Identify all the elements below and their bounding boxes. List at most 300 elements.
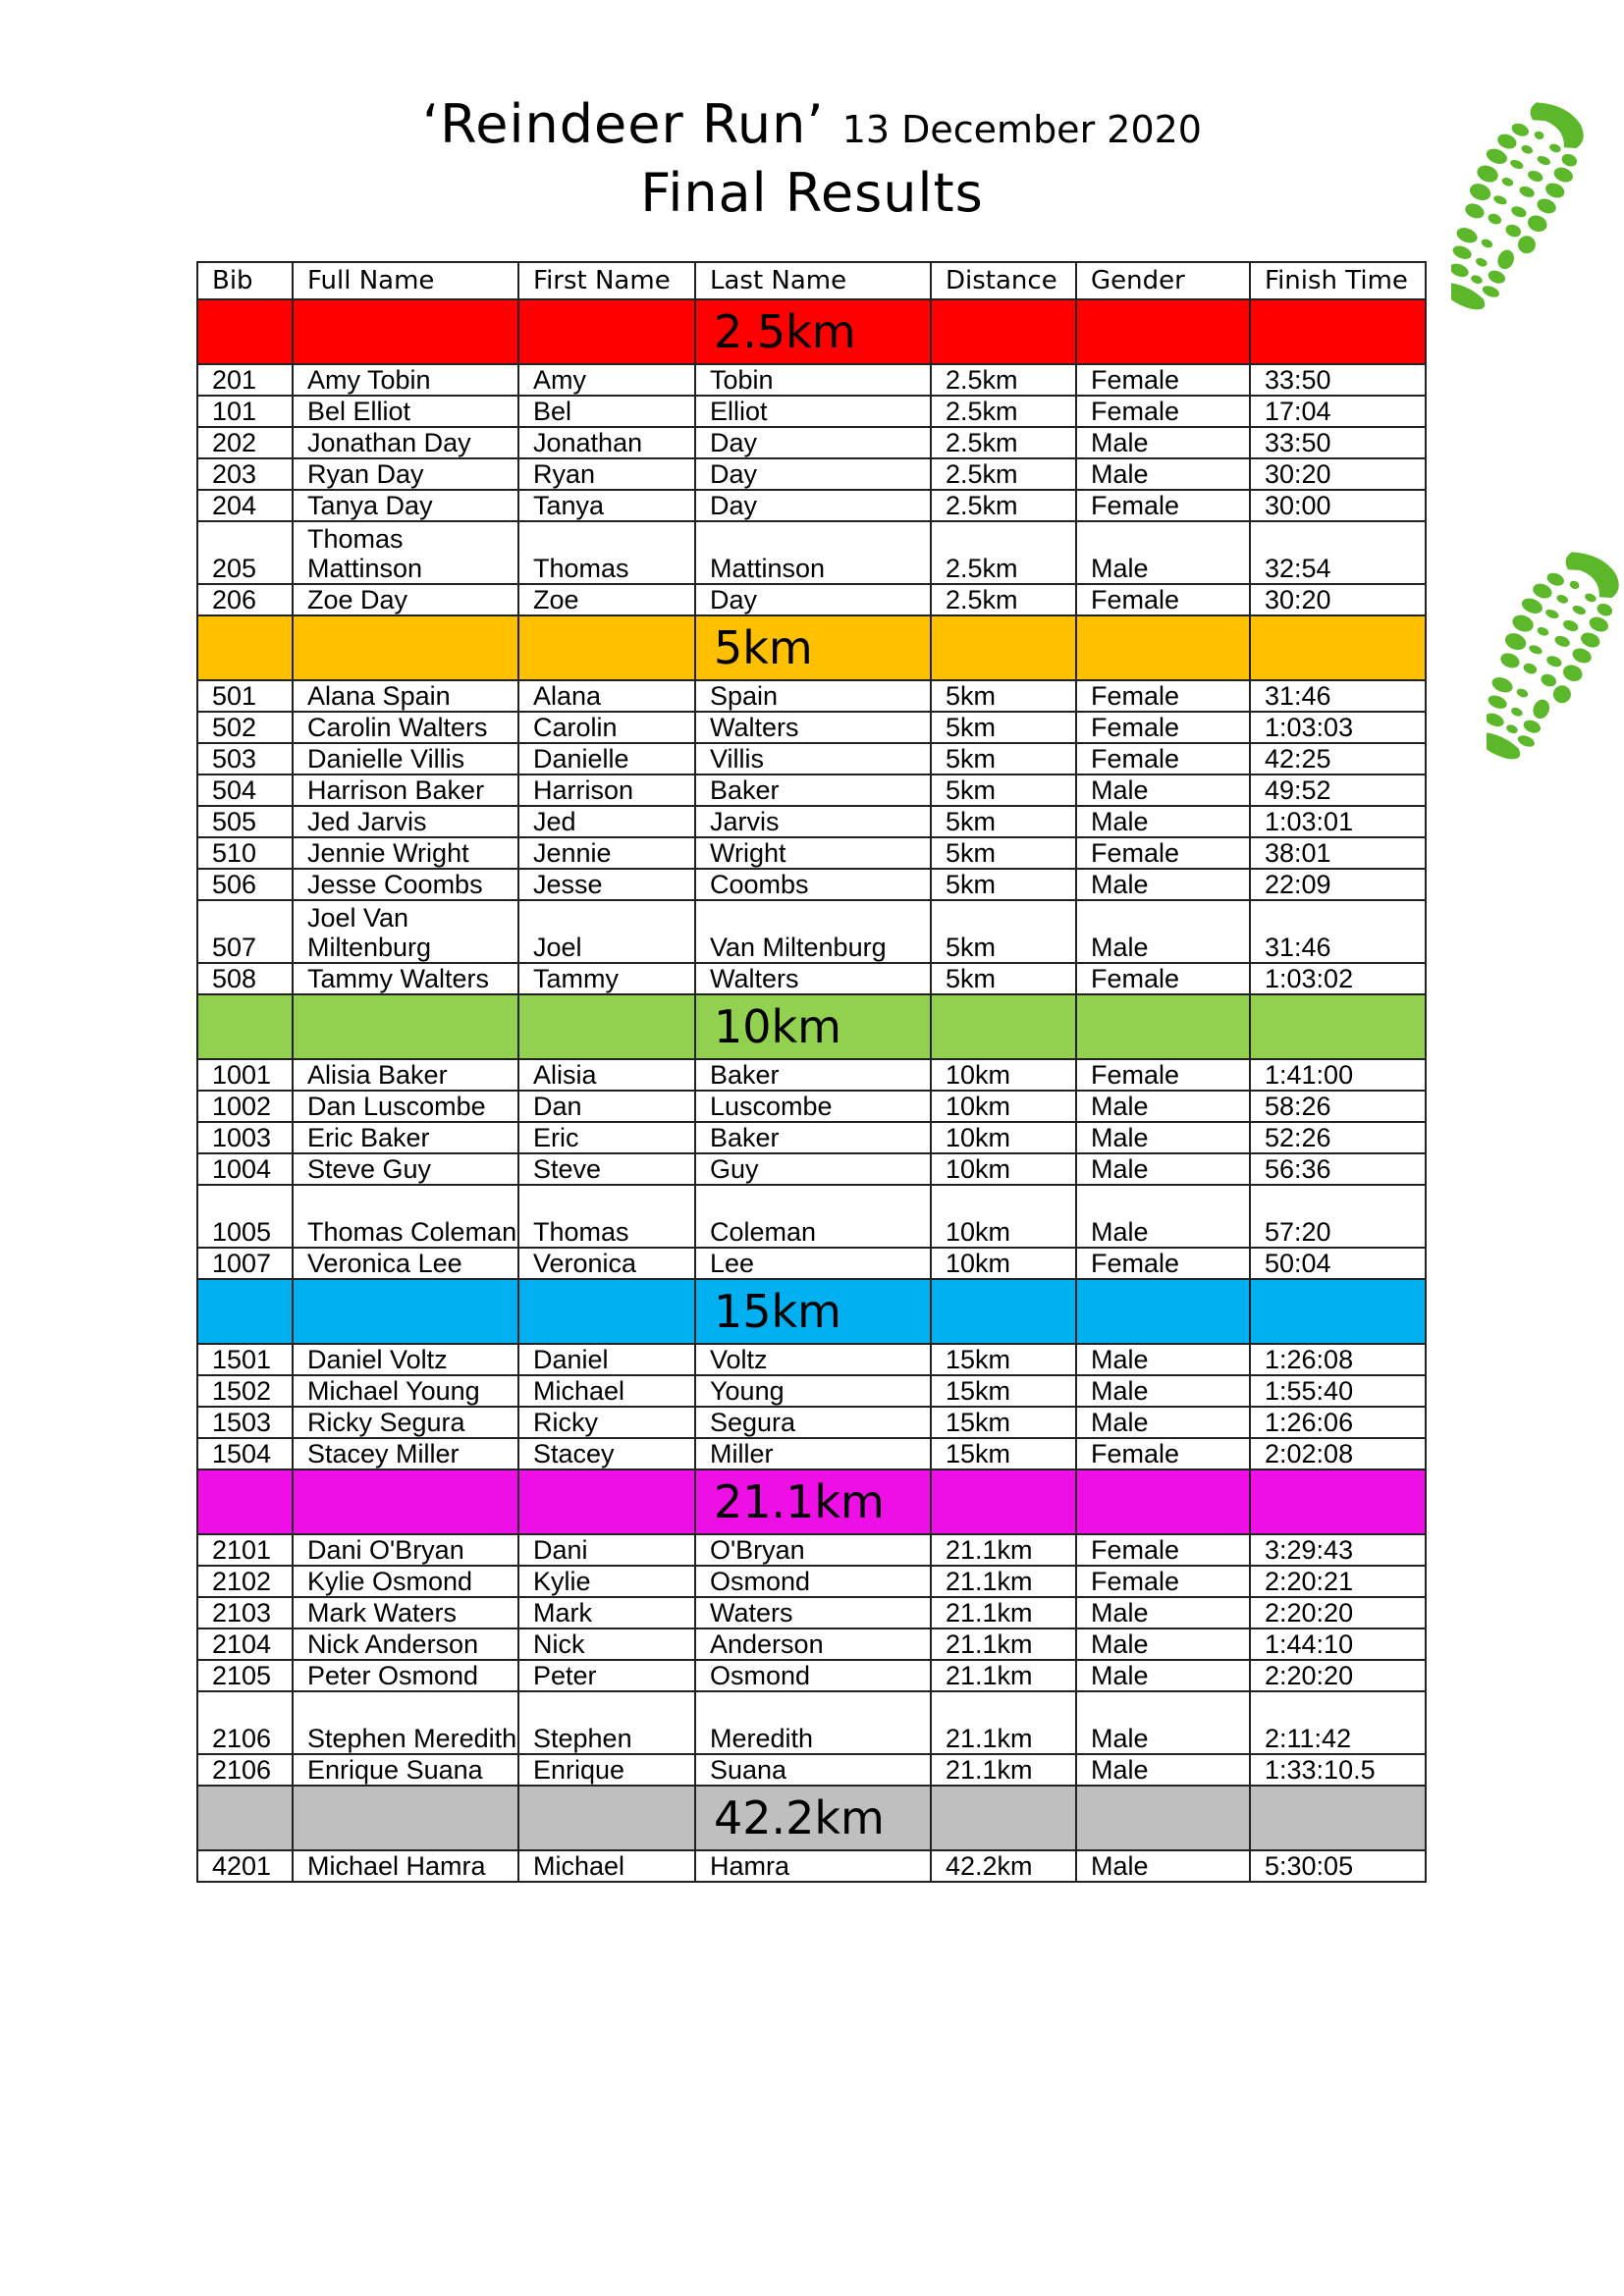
table-row — [197, 837, 1426, 869]
cell-first-name: Thomas — [518, 1185, 695, 1248]
cell-distance: 5km — [931, 743, 1076, 774]
cell-last-name: Elliot — [695, 396, 931, 427]
cell-bib: 4201 — [197, 1850, 293, 1882]
cell-bib: 206 — [197, 584, 293, 615]
cell-first-name: Veronica — [518, 1248, 695, 1279]
cell-finish-time: 1:03:01 — [1250, 806, 1426, 837]
table-row — [197, 1754, 1426, 1786]
cell-distance: 10km — [931, 1059, 1076, 1091]
cell-distance: 42.2km — [931, 1850, 1076, 1882]
section-header-row — [197, 299, 1426, 364]
cell-distance: 2.5km — [931, 584, 1076, 615]
cell-finish-time: 1:26:06 — [1250, 1407, 1426, 1438]
cell-gender: Female — [1076, 584, 1250, 615]
table-row — [197, 712, 1426, 743]
cell-bib: 203 — [197, 458, 293, 490]
cell-finish-time: 31:46 — [1250, 900, 1426, 963]
cell-last-name: Walters — [695, 712, 931, 743]
cell-first-name: Stephen — [518, 1691, 695, 1754]
cell-bib: 2106 — [197, 1691, 293, 1754]
cell-distance: 5km — [931, 869, 1076, 900]
section-cell — [931, 299, 1076, 364]
cell-distance: 5km — [931, 900, 1076, 963]
cell-gender: Female — [1076, 1566, 1250, 1597]
cell-finish-time: 1:26:08 — [1250, 1344, 1426, 1375]
cell-full-name: Michael Young — [293, 1375, 518, 1407]
cell-first-name: Jonathan — [518, 427, 695, 458]
cell-full-name: Alana Spain — [293, 680, 518, 712]
cell-last-name: Wright — [695, 837, 931, 869]
table-row — [197, 1185, 1426, 1248]
table-row — [197, 1407, 1426, 1438]
table-row — [197, 1153, 1426, 1185]
cell-distance: 10km — [931, 1091, 1076, 1122]
section-cell — [518, 1469, 695, 1534]
cell-finish-time: 38:01 — [1250, 837, 1426, 869]
cell-full-name: Michael Hamra — [293, 1850, 518, 1882]
cell-last-name: Guy — [695, 1153, 931, 1185]
cell-first-name: Nick — [518, 1629, 695, 1660]
cell-bib: 503 — [197, 743, 293, 774]
cell-last-name: Suana — [695, 1754, 931, 1786]
cell-finish-time: 52:26 — [1250, 1122, 1426, 1153]
table-row — [197, 963, 1426, 994]
cell-distance: 21.1km — [931, 1566, 1076, 1597]
cell-first-name: Enrique — [518, 1754, 695, 1786]
cell-bib: 1001 — [197, 1059, 293, 1091]
cell-distance: 5km — [931, 963, 1076, 994]
cell-last-name: Miller — [695, 1438, 931, 1469]
cell-bib: 1002 — [197, 1091, 293, 1122]
cell-full-name: Jed Jarvis — [293, 806, 518, 837]
cell-first-name: Harrison — [518, 774, 695, 806]
cell-last-name: Villis — [695, 743, 931, 774]
cell-full-name: Thomas Mattinson — [293, 521, 518, 584]
section-cell — [1250, 615, 1426, 680]
cell-finish-time: 58:26 — [1250, 1091, 1426, 1122]
cell-distance: 21.1km — [931, 1629, 1076, 1660]
cell-full-name: Jennie Wright — [293, 837, 518, 869]
cell-distance: 2.5km — [931, 427, 1076, 458]
section-label: 42.2km — [695, 1786, 931, 1850]
cell-bib: 205 — [197, 521, 293, 584]
section-cell — [197, 1469, 293, 1534]
cell-full-name: Steve Guy — [293, 1153, 518, 1185]
cell-full-name: Tammy Walters — [293, 963, 518, 994]
cell-gender: Male — [1076, 1407, 1250, 1438]
cell-bib: 1501 — [197, 1344, 293, 1375]
cell-last-name: Waters — [695, 1597, 931, 1629]
cell-first-name: Alisia — [518, 1059, 695, 1091]
table-header-row — [197, 262, 1426, 299]
cell-full-name: Alisia Baker — [293, 1059, 518, 1091]
cell-last-name: Day — [695, 458, 931, 490]
cell-last-name: Coleman — [695, 1185, 931, 1248]
section-label: 5km — [695, 615, 931, 680]
table-row — [197, 1629, 1426, 1660]
section-cell — [293, 994, 518, 1059]
table-row — [197, 774, 1426, 806]
cell-last-name: Mattinson — [695, 521, 931, 584]
section-header-row — [197, 615, 1426, 680]
cell-distance: 10km — [931, 1122, 1076, 1153]
cell-gender: Female — [1076, 364, 1250, 396]
cell-full-name: Daniel Voltz — [293, 1344, 518, 1375]
section-cell — [518, 299, 695, 364]
cell-distance: 10km — [931, 1185, 1076, 1248]
section-cell — [1250, 994, 1426, 1059]
cell-finish-time: 1:41:00 — [1250, 1059, 1426, 1091]
cell-gender: Male — [1076, 1754, 1250, 1786]
table-row — [197, 900, 1426, 963]
section-cell — [1250, 1279, 1426, 1344]
section-cell — [518, 1786, 695, 1850]
table-row — [197, 743, 1426, 774]
cell-distance: 5km — [931, 712, 1076, 743]
table-row — [197, 1534, 1426, 1566]
cell-full-name: Dan Luscombe — [293, 1091, 518, 1122]
cell-full-name: Stacey Miller — [293, 1438, 518, 1469]
cell-gender: Male — [1076, 1629, 1250, 1660]
cell-finish-time: 2:20:20 — [1250, 1660, 1426, 1691]
section-header-row — [197, 1469, 1426, 1534]
cell-first-name: Jed — [518, 806, 695, 837]
cell-gender: Male — [1076, 1850, 1250, 1882]
section-cell — [1076, 1786, 1250, 1850]
cell-finish-time: 49:52 — [1250, 774, 1426, 806]
cell-first-name: Mark — [518, 1597, 695, 1629]
cell-gender: Male — [1076, 900, 1250, 963]
cell-finish-time: 2:20:20 — [1250, 1597, 1426, 1629]
table-row — [197, 680, 1426, 712]
cell-bib: 2106 — [197, 1754, 293, 1786]
document-header — [0, 93, 1624, 226]
cell-full-name: Danielle Villis — [293, 743, 518, 774]
cell-gender: Female — [1076, 837, 1250, 869]
cell-full-name: Veronica Lee — [293, 1248, 518, 1279]
cell-full-name: Nick Anderson — [293, 1629, 518, 1660]
section-header-row — [197, 1786, 1426, 1850]
section-label: 2.5km — [695, 299, 931, 364]
cell-finish-time: 31:46 — [1250, 680, 1426, 712]
cell-finish-time: 1:33:10.5 — [1250, 1754, 1426, 1786]
cell-first-name: Jennie — [518, 837, 695, 869]
cell-bib: 506 — [197, 869, 293, 900]
cell-bib: 1503 — [197, 1407, 293, 1438]
section-header-row — [197, 1279, 1426, 1344]
section-cell — [931, 1279, 1076, 1344]
cell-gender: Male — [1076, 774, 1250, 806]
table-row — [197, 490, 1426, 521]
section-cell — [1076, 299, 1250, 364]
cell-finish-time: 1:44:10 — [1250, 1629, 1426, 1660]
section-cell — [1076, 994, 1250, 1059]
cell-last-name: Coombs — [695, 869, 931, 900]
table-row — [197, 364, 1426, 396]
cell-first-name: Carolin — [518, 712, 695, 743]
cell-distance: 2.5km — [931, 396, 1076, 427]
cell-last-name: Voltz — [695, 1344, 931, 1375]
cell-last-name: Young — [695, 1375, 931, 1407]
cell-gender: Female — [1076, 1438, 1250, 1469]
cell-finish-time: 50:04 — [1250, 1248, 1426, 1279]
table-row — [197, 396, 1426, 427]
cell-bib: 201 — [197, 364, 293, 396]
cell-last-name: Day — [695, 427, 931, 458]
cell-bib: 1502 — [197, 1375, 293, 1407]
cell-gender: Male — [1076, 806, 1250, 837]
table-row — [197, 1091, 1426, 1122]
section-cell — [293, 1786, 518, 1850]
footprint-icon — [1451, 96, 1589, 322]
table-row — [197, 1438, 1426, 1469]
cell-distance: 5km — [931, 680, 1076, 712]
table-row — [197, 869, 1426, 900]
table-row — [197, 521, 1426, 584]
cell-bib: 1007 — [197, 1248, 293, 1279]
cell-finish-time: 33:50 — [1250, 427, 1426, 458]
cell-bib: 2103 — [197, 1597, 293, 1629]
cell-bib: 2102 — [197, 1566, 293, 1597]
cell-distance: 21.1km — [931, 1597, 1076, 1629]
section-cell — [1250, 299, 1426, 364]
table-row — [197, 1122, 1426, 1153]
cell-bib: 1004 — [197, 1153, 293, 1185]
cell-last-name: Jarvis — [695, 806, 931, 837]
cell-first-name: Kylie — [518, 1566, 695, 1597]
section-cell — [1250, 1469, 1426, 1534]
cell-bib: 202 — [197, 427, 293, 458]
cell-first-name: Danielle — [518, 743, 695, 774]
section-cell — [197, 615, 293, 680]
table-row — [197, 427, 1426, 458]
cell-distance: 21.1km — [931, 1754, 1076, 1786]
cell-gender: Female — [1076, 963, 1250, 994]
cell-last-name: Hamra — [695, 1850, 931, 1882]
column-header-finish-time: Finish Time — [1250, 262, 1426, 299]
cell-bib: 501 — [197, 680, 293, 712]
cell-gender: Male — [1076, 1122, 1250, 1153]
cell-gender: Female — [1076, 1534, 1250, 1566]
cell-full-name: Dani O'Bryan — [293, 1534, 518, 1566]
cell-gender: Female — [1076, 396, 1250, 427]
cell-bib: 505 — [197, 806, 293, 837]
cell-last-name: Baker — [695, 774, 931, 806]
cell-finish-time: 32:54 — [1250, 521, 1426, 584]
cell-full-name: Harrison Baker — [293, 774, 518, 806]
table-row — [197, 1597, 1426, 1629]
cell-full-name: Ricky Segura — [293, 1407, 518, 1438]
cell-gender: Male — [1076, 1375, 1250, 1407]
cell-last-name: Meredith — [695, 1691, 931, 1754]
cell-first-name: Michael — [518, 1850, 695, 1882]
cell-distance: 2.5km — [931, 364, 1076, 396]
cell-bib: 507 — [197, 900, 293, 963]
section-cell — [197, 1786, 293, 1850]
cell-distance: 15km — [931, 1407, 1076, 1438]
cell-last-name: Baker — [695, 1059, 931, 1091]
cell-first-name: Joel — [518, 900, 695, 963]
cell-distance: 15km — [931, 1375, 1076, 1407]
cell-first-name: Alana — [518, 680, 695, 712]
footprint-icon — [1487, 546, 1624, 772]
cell-bib: 101 — [197, 396, 293, 427]
section-cell — [931, 615, 1076, 680]
cell-finish-time: 42:25 — [1250, 743, 1426, 774]
cell-finish-time: 2:11:42 — [1250, 1691, 1426, 1754]
cell-last-name: Lee — [695, 1248, 931, 1279]
results-table — [196, 261, 1427, 1883]
cell-first-name: Tammy — [518, 963, 695, 994]
section-cell — [518, 994, 695, 1059]
cell-bib: 504 — [197, 774, 293, 806]
event-date: 13 December 2020 — [841, 108, 1202, 151]
cell-full-name: Thomas Coleman — [293, 1185, 518, 1248]
cell-bib: 1504 — [197, 1438, 293, 1469]
cell-full-name: Stephen Meredith — [293, 1691, 518, 1754]
cell-gender: Male — [1076, 1091, 1250, 1122]
cell-first-name: Dani — [518, 1534, 695, 1566]
cell-gender: Male — [1076, 1153, 1250, 1185]
cell-distance: 21.1km — [931, 1534, 1076, 1566]
cell-gender: Male — [1076, 1344, 1250, 1375]
cell-first-name: Michael — [518, 1375, 695, 1407]
cell-first-name: Bel — [518, 396, 695, 427]
cell-first-name: Tanya — [518, 490, 695, 521]
cell-first-name: Eric — [518, 1122, 695, 1153]
cell-first-name: Dan — [518, 1091, 695, 1122]
cell-full-name: Eric Baker — [293, 1122, 518, 1153]
cell-distance: 5km — [931, 806, 1076, 837]
cell-full-name: Amy Tobin — [293, 364, 518, 396]
cell-last-name: Segura — [695, 1407, 931, 1438]
table-row — [197, 1566, 1426, 1597]
cell-finish-time: 57:20 — [1250, 1185, 1426, 1248]
cell-first-name: Ryan — [518, 458, 695, 490]
cell-bib: 510 — [197, 837, 293, 869]
cell-gender: Male — [1076, 458, 1250, 490]
title-line — [0, 93, 1624, 161]
cell-first-name: Peter — [518, 1660, 695, 1691]
cell-distance: 5km — [931, 774, 1076, 806]
column-header-first-name: First Name — [518, 262, 695, 299]
column-header-gender: Gender — [1076, 262, 1250, 299]
cell-finish-time: 30:00 — [1250, 490, 1426, 521]
table-row — [197, 1850, 1426, 1882]
cell-distance: 10km — [931, 1153, 1076, 1185]
cell-finish-time: 30:20 — [1250, 584, 1426, 615]
cell-full-name: Mark Waters — [293, 1597, 518, 1629]
table-row — [197, 458, 1426, 490]
cell-finish-time: 33:50 — [1250, 364, 1426, 396]
table-row — [197, 1375, 1426, 1407]
section-cell — [293, 615, 518, 680]
section-cell — [518, 1279, 695, 1344]
cell-gender: Female — [1076, 1248, 1250, 1279]
cell-distance: 21.1km — [931, 1691, 1076, 1754]
cell-last-name: Walters — [695, 963, 931, 994]
cell-finish-time: 56:36 — [1250, 1153, 1426, 1185]
cell-full-name: Carolin Walters — [293, 712, 518, 743]
cell-gender: Male — [1076, 1597, 1250, 1629]
cell-first-name: Zoe — [518, 584, 695, 615]
cell-last-name: Tobin — [695, 364, 931, 396]
page-title: Final Results — [640, 162, 984, 224]
cell-gender: Male — [1076, 1660, 1250, 1691]
cell-last-name: Spain — [695, 680, 931, 712]
cell-first-name: Amy — [518, 364, 695, 396]
cell-last-name: Van Miltenburg — [695, 900, 931, 963]
cell-distance: 2.5km — [931, 490, 1076, 521]
cell-first-name: Jesse — [518, 869, 695, 900]
cell-finish-time: 2:02:08 — [1250, 1438, 1426, 1469]
section-label: 10km — [695, 994, 931, 1059]
section-cell — [293, 1469, 518, 1534]
cell-full-name: Joel Van Miltenburg — [293, 900, 518, 963]
cell-last-name: Baker — [695, 1122, 931, 1153]
section-cell — [1076, 615, 1250, 680]
cell-full-name: Jonathan Day — [293, 427, 518, 458]
cell-finish-time: 17:04 — [1250, 396, 1426, 427]
cell-first-name: Thomas — [518, 521, 695, 584]
table-row — [197, 1248, 1426, 1279]
results-body — [197, 299, 1426, 1882]
section-cell — [197, 1279, 293, 1344]
cell-full-name: Zoe Day — [293, 584, 518, 615]
section-label: 15km — [695, 1279, 931, 1344]
table-row — [197, 1691, 1426, 1754]
cell-bib: 2105 — [197, 1660, 293, 1691]
cell-last-name: O'Bryan — [695, 1534, 931, 1566]
cell-distance: 15km — [931, 1344, 1076, 1375]
cell-distance: 2.5km — [931, 521, 1076, 584]
cell-full-name: Tanya Day — [293, 490, 518, 521]
cell-bib: 508 — [197, 963, 293, 994]
cell-finish-time: 2:20:21 — [1250, 1566, 1426, 1597]
table-row — [197, 1660, 1426, 1691]
cell-gender: Female — [1076, 743, 1250, 774]
cell-full-name: Bel Elliot — [293, 396, 518, 427]
section-cell — [1076, 1279, 1250, 1344]
cell-last-name: Osmond — [695, 1660, 931, 1691]
cell-gender: Female — [1076, 1059, 1250, 1091]
table-row — [197, 584, 1426, 615]
cell-bib: 1003 — [197, 1122, 293, 1153]
cell-gender: Female — [1076, 680, 1250, 712]
column-header-distance: Distance — [931, 262, 1076, 299]
column-header-full-name: Full Name — [293, 262, 518, 299]
section-cell — [197, 994, 293, 1059]
section-cell — [931, 994, 1076, 1059]
table-row — [197, 806, 1426, 837]
cell-full-name: Kylie Osmond — [293, 1566, 518, 1597]
column-header-bib: Bib — [197, 262, 293, 299]
table-row — [197, 1344, 1426, 1375]
cell-gender: Male — [1076, 1691, 1250, 1754]
cell-gender: Male — [1076, 427, 1250, 458]
section-cell — [197, 299, 293, 364]
cell-gender: Male — [1076, 521, 1250, 584]
cell-finish-time: 30:20 — [1250, 458, 1426, 490]
column-header-last-name: Last Name — [695, 262, 931, 299]
section-cell — [518, 615, 695, 680]
cell-finish-time: 5:30:05 — [1250, 1850, 1426, 1882]
cell-distance: 2.5km — [931, 458, 1076, 490]
cell-full-name: Ryan Day — [293, 458, 518, 490]
cell-full-name: Jesse Coombs — [293, 869, 518, 900]
cell-distance: 5km — [931, 837, 1076, 869]
cell-bib: 502 — [197, 712, 293, 743]
